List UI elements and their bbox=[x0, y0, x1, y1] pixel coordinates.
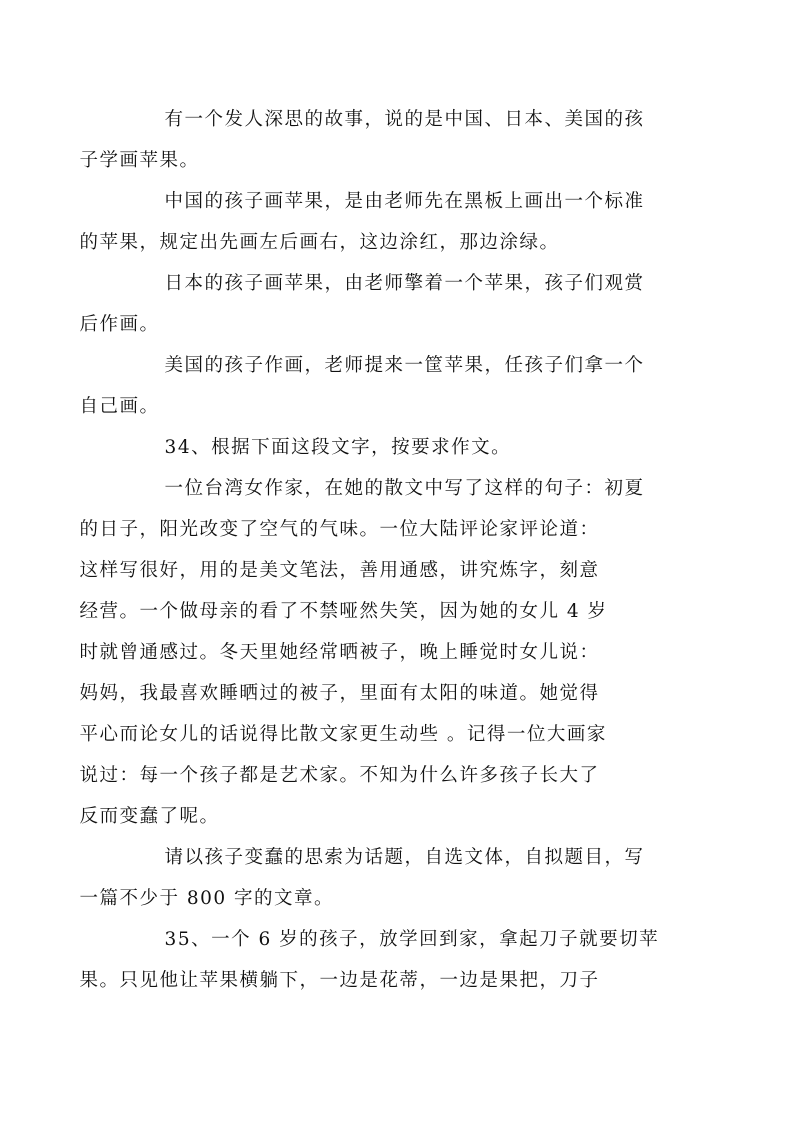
text-line: 34、根据下面这段文字，按要求作文。 bbox=[164, 437, 512, 458]
text-line: 经营。一个做母亲的看了不禁哑然失笑，因为她的女儿 4 岁 bbox=[79, 601, 608, 622]
question-34-heading bbox=[122, 427, 682, 468]
question-35-paragraph bbox=[79, 919, 682, 1001]
text-line: 一位台湾女作家，在她的散文中写了这样的句子：初夏 bbox=[164, 478, 645, 499]
paragraph-china-apple bbox=[79, 181, 682, 263]
paragraph-apple-story-intro bbox=[79, 99, 682, 181]
paragraph-usa-apple bbox=[79, 345, 682, 427]
text-line: 中国的孩子画苹果，是由老师先在黑板上画出一个标准 bbox=[164, 191, 645, 212]
text-line: 35、一个 6 岁的孩子，放学回到家，拿起刀子就要切苹 bbox=[164, 929, 660, 950]
text-line: 时就曾通感过。冬天里她经常晒被子，晚上睡觉时女儿说： bbox=[79, 642, 600, 663]
text-line: 有一个发人深思的故事，说的是中国、日本、美国的孩 bbox=[164, 109, 645, 130]
text-line: 果。只见他让苹果横躺下，一边是花蒂，一边是果把，刀子 bbox=[79, 970, 600, 991]
text-line: 日本的孩子画苹果，由老师擎着一个苹果，孩子们观赏 bbox=[164, 273, 645, 294]
paragraph-japan-apple bbox=[79, 263, 682, 345]
paragraph-essay-prompt bbox=[79, 837, 682, 919]
text-line: 后作画。 bbox=[79, 314, 160, 335]
text-line: 子学画苹果。 bbox=[79, 150, 200, 171]
text-line: 这样写很好，用的是美文笔法，善用通感，讲究炼字，刻意 bbox=[79, 560, 600, 581]
text-line: 反而变蠢了呢。 bbox=[79, 806, 220, 827]
text-line: 美国的孩子作画，老师提来一筐苹果，任孩子们拿一个 bbox=[164, 355, 645, 376]
text-line: 一篇不少于 800 字的文章。 bbox=[79, 888, 335, 909]
text-line: 的苹果，规定出先画左后画右，这边涂红，那边涂绿。 bbox=[79, 232, 560, 253]
text-line: 自己画。 bbox=[79, 396, 160, 417]
text-line: 平心而论女儿的话说得比散文家更生动些 。记得一位大画家 bbox=[79, 724, 607, 745]
text-line: 说过：每一个孩子都是艺术家。不知为什么许多孩子长大了 bbox=[79, 765, 600, 786]
text-line: 的日子，阳光改变了空气的气味。一位大陆评论家评论道： bbox=[79, 519, 600, 540]
paragraph-taiwan-writer bbox=[79, 468, 682, 837]
text-line: 请以孩子变蠢的思索为话题，自选文体，自拟题目，写 bbox=[164, 847, 645, 868]
text-line: 妈妈，我最喜欢睡晒过的被子，里面有太阳的味道。她觉得 bbox=[79, 683, 600, 704]
